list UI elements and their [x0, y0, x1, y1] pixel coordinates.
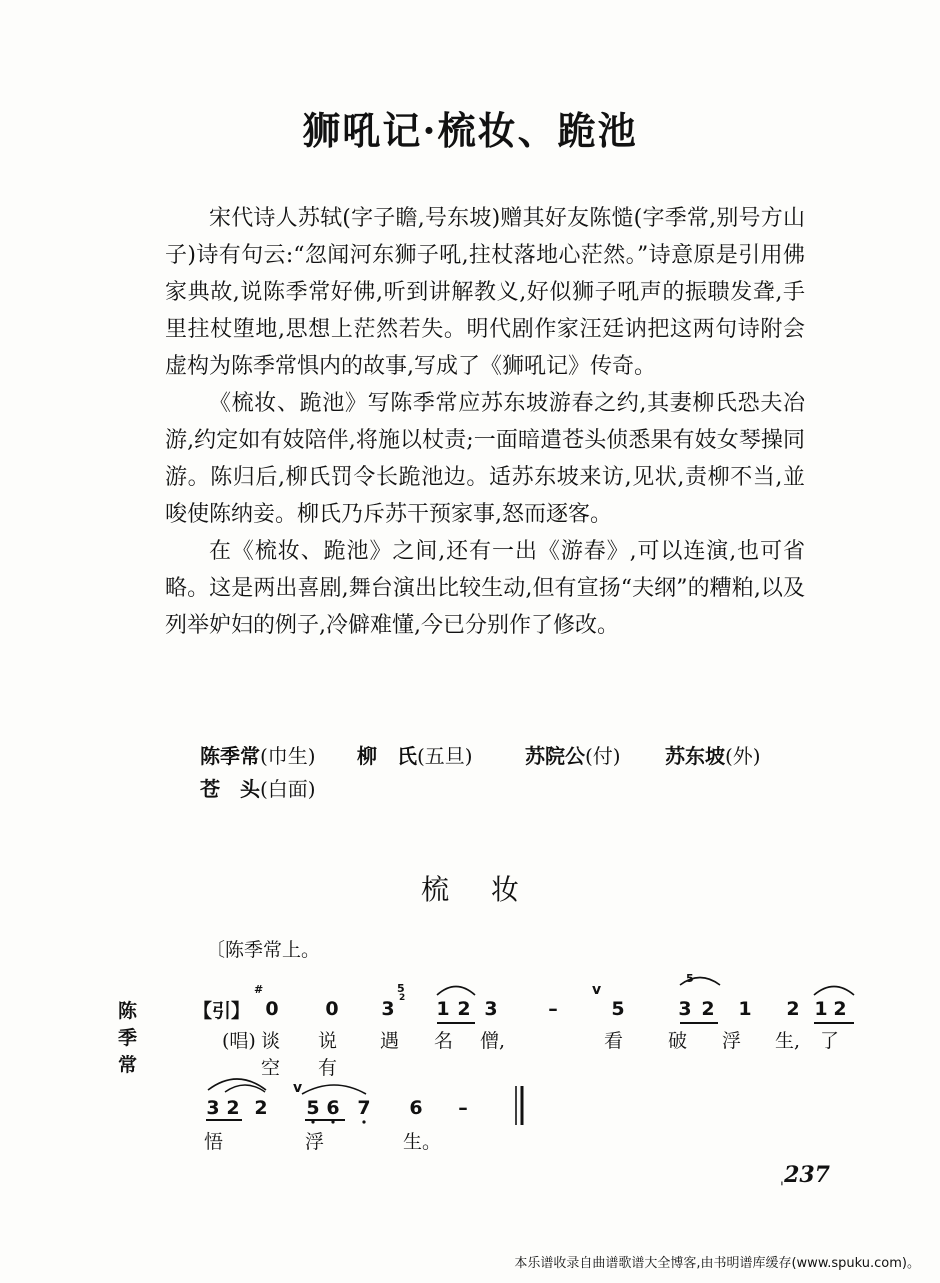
note: 1: [436, 998, 450, 1020]
note: 2: [786, 998, 800, 1020]
note: 6: [409, 1097, 423, 1119]
cast-name: 苏东坡: [665, 744, 725, 768]
cast-role: (巾生): [260, 744, 316, 768]
dash: –: [548, 998, 558, 1020]
lyric: 生,: [775, 1030, 801, 1052]
lyric: 浮: [722, 1030, 742, 1052]
note: 5: [611, 998, 625, 1020]
grace-note: 2: [399, 993, 406, 1003]
lyric: 谈空: [261, 1030, 281, 1079]
lyric: 破: [668, 1030, 688, 1052]
beam: [305, 1119, 345, 1121]
lyric: 了: [820, 1030, 840, 1052]
note: 1: [738, 998, 752, 1020]
stage-direction: 〔陈季常上。: [206, 939, 321, 961]
cast-name: 苍 头: [200, 777, 260, 801]
grace-note: 5: [686, 972, 694, 985]
note: 1: [814, 998, 828, 1020]
cast-name: 柳 氏: [357, 744, 417, 768]
note: 2: [701, 998, 715, 1020]
page-title: 狮吼记·梳妆、跪池: [302, 108, 638, 153]
lyric: 遇: [380, 1030, 400, 1052]
cast-role: (外): [725, 744, 761, 768]
note: 0: [265, 998, 279, 1020]
mode-label: 【引】: [193, 1000, 251, 1022]
note: 2: [457, 998, 471, 1020]
sharp-sign: #: [254, 983, 264, 996]
note: 2: [833, 998, 847, 1020]
cast-name: 苏院公: [525, 744, 585, 768]
grace-note: 5: [397, 982, 405, 995]
cast-role: (五旦): [417, 744, 473, 768]
cast-name: 陈季常: [200, 744, 260, 768]
sing-mark: (唱): [222, 1030, 256, 1052]
note: 5: [306, 1097, 320, 1119]
lyric: 名: [434, 1030, 454, 1052]
intro-paragraph: 在《梳妆、跪池》之间,还有一出《游春》,可以连演,也可省略。这是两出喜剧,舞台演出比较生动,但有宣扬“夫纲”的糟粕,以及列举妒妇的例子,冷僻难懂,今已分别作了修改。: [165, 539, 805, 638]
section-title: 梳妆: [420, 873, 561, 906]
beam: [206, 1119, 242, 1121]
note: 3: [484, 998, 498, 1020]
lyric: 悟: [204, 1131, 224, 1153]
lyric: 说有: [318, 1030, 338, 1079]
cast-role: (白面): [260, 777, 316, 801]
breath-mark: v: [592, 982, 602, 998]
lyric: 生。: [403, 1131, 442, 1153]
footer-mark: ': [780, 1180, 784, 1196]
note: 3: [381, 998, 395, 1020]
dash: –: [458, 1097, 468, 1119]
lyric: 浮: [305, 1131, 325, 1153]
note: 2: [254, 1097, 268, 1119]
singer-label: 陈季常: [118, 1000, 138, 1076]
lyric: 僧,: [480, 1030, 506, 1052]
note: 0: [325, 998, 339, 1020]
cast-role: (付): [585, 744, 621, 768]
page-number: 237: [784, 1162, 830, 1188]
note: 3: [678, 998, 692, 1020]
intro-paragraph: 《梳妆、跪池》写陈季常应苏东坡游春之约,其妻柳氏恐夫冶游,约定如有妓陪伴,将施以杖责;一面暗遣苍头侦悉果有妓女琴操同游。陈归后,柳氏罚令长跪池边。适苏东坡来访,见状,责柳不当,並唆使陈纳妾。柳氏乃斥苏干预家事,怒而逐客。: [165, 391, 805, 527]
note: 7: [357, 1097, 371, 1119]
note: 3: [206, 1097, 220, 1119]
watermark: 本乐谱收录自曲谱歌谱大全博客,由书明谱库缓存(www.spuku.com)。: [514, 1256, 920, 1271]
breath-mark: v: [293, 1080, 303, 1096]
lyric: 看: [604, 1030, 624, 1052]
note: 2: [226, 1097, 240, 1119]
intro-paragraph: 宋代诗人苏轼(字子瞻,号东坡)赠其好友陈慥(字季常,别号方山子)诗有句云:“忽闻河东狮子吼,拄杖落地心茫然。”诗意原是引用佛家典故,说陈季常好佛,听到讲解教义,好似狮子吼声的振聩发聋,手里拄杖堕地,思想上茫然若失。明代剧作家汪廷讷把这两句诗附会虚构为陈季常惧内的故事,写成了《狮吼记》传奇。: [165, 206, 805, 379]
note: 6: [326, 1097, 340, 1119]
